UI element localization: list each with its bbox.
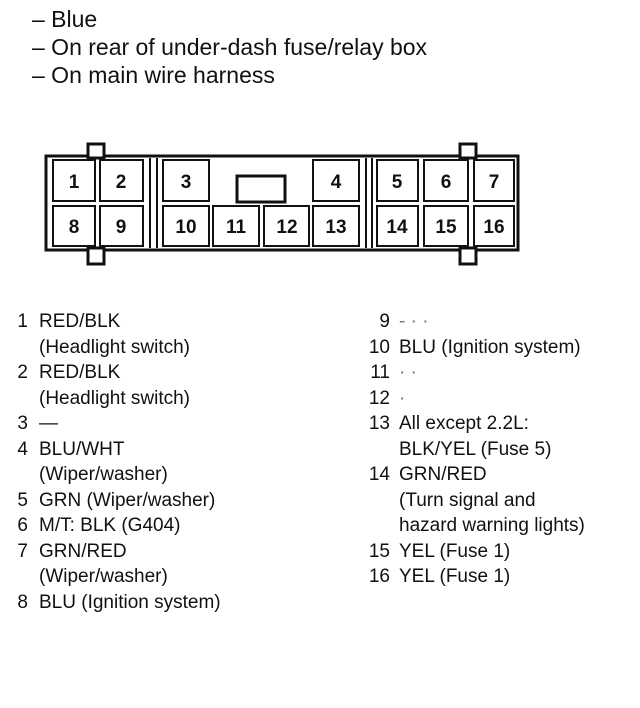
pin-label: 6 (17, 515, 28, 536)
pin-number-6: 6 (440, 172, 452, 193)
pin-label: 1 (17, 311, 28, 332)
pin-label: 8 (17, 591, 28, 613)
cavity-15 (424, 206, 468, 246)
pin-label: 11 (370, 362, 390, 383)
cavity-6 (424, 160, 468, 201)
pin-description: BLU (Ignition system) (39, 591, 221, 613)
cavity-4 (313, 160, 359, 201)
pin-entry-5 (14, 488, 344, 514)
pin-description: BLU/WHT (Wiper/washer) (39, 438, 168, 485)
note-location: – On rear of under-dash fuse/relay box (32, 34, 428, 60)
pin-label: 12 (368, 387, 390, 409)
cavity-10 (163, 206, 209, 246)
pin-number-16: 16 (483, 217, 505, 238)
pin-description: GRN (Wiper/washer) (39, 489, 216, 511)
pin-number-15: 15 (435, 217, 457, 238)
pin-list-left (14, 309, 344, 615)
cavity-8 (53, 206, 95, 246)
note-harness: – On main wire harness (32, 62, 275, 88)
pin-description: YEL (Fuse 1) (399, 540, 511, 562)
pin-description: RED/BLK (Headlight switch) (39, 362, 190, 409)
pin-label: 9 (379, 311, 390, 332)
pin-description: GRN/RED (Wiper/washer) (39, 540, 168, 587)
pin-description: YEL (Fuse 1) (399, 566, 511, 587)
pin-entry-1 (14, 309, 344, 360)
bottom-tab-right (460, 248, 476, 264)
pin-list-right (366, 309, 636, 590)
cavity-13 (313, 206, 359, 246)
pin-entry-11 (366, 360, 636, 386)
pin-label: 2 (17, 362, 28, 383)
pin-entry-10 (366, 335, 636, 361)
pin-label: 10 (368, 336, 390, 358)
pin-description: - · · (399, 311, 429, 332)
pin-entry-8 (14, 590, 344, 616)
cavity-11 (213, 206, 259, 246)
pin-description: RED/BLK (Headlight switch) (39, 311, 190, 358)
cavity-9 (100, 206, 143, 246)
pin-description: · · (399, 362, 417, 383)
pin-entry-3 (14, 411, 344, 437)
pin-label: 5 (17, 489, 28, 511)
pin-number-11: 11 (225, 217, 247, 238)
pin-number-3: 3 (180, 172, 192, 193)
pin-description: BLU (Ignition system) (399, 336, 581, 358)
pin-label: 13 (368, 413, 390, 434)
pin-description: · (399, 387, 406, 409)
pin-number-9: 9 (115, 217, 127, 238)
cavity-2 (100, 160, 143, 201)
pin-description: GRN/RED (Turn signal and hazard warning lights) (399, 464, 585, 536)
pin-number-5: 5 (391, 172, 403, 193)
pin-label: 7 (17, 540, 28, 562)
pin-entry-15 (366, 539, 636, 565)
pin-number-8: 8 (68, 217, 80, 238)
pin-number-4: 4 (330, 172, 342, 193)
pin-number-10: 10 (175, 217, 197, 238)
pin-entry-7 (14, 539, 344, 590)
pin-entry-2 (14, 360, 344, 411)
top-tab-left (88, 144, 104, 158)
pin-number-7: 7 (488, 172, 500, 193)
center-key (237, 176, 285, 202)
pin-label: 16 (368, 566, 390, 587)
pin-number-1: 1 (68, 172, 80, 193)
cavity-12 (264, 206, 309, 246)
top-tab-right (460, 144, 476, 158)
pin-description: M/T: BLK (G404) (39, 515, 181, 536)
pin-entry-6 (14, 513, 344, 539)
cavity-16 (474, 206, 514, 246)
pin-description: All except 2.2L: BLK/YEL (Fuse 5) (399, 413, 552, 460)
pin-entry-14 (366, 462, 636, 539)
pin-label: 15 (368, 540, 390, 562)
cavity-3 (163, 160, 209, 201)
pin-entry-4 (14, 437, 344, 488)
pin-description: — (39, 413, 58, 434)
pin-label: 4 (17, 438, 28, 460)
cavity-7 (474, 160, 514, 201)
pin-number-14: 14 (386, 217, 408, 238)
pin-label: 14 (368, 464, 390, 485)
pin-number-13: 13 (325, 217, 347, 238)
pin-entry-13 (366, 411, 636, 462)
cavity-14 (377, 206, 418, 246)
bottom-tab-left (88, 248, 104, 264)
cavity-1 (53, 160, 95, 201)
connector-face-diagram (0, 0, 640, 300)
pin-label: 3 (17, 413, 28, 434)
cavity-5 (377, 160, 418, 201)
note-color: – Blue (32, 6, 98, 32)
pin-entry-12 (366, 386, 636, 412)
pin-number-12: 12 (276, 217, 298, 238)
pin-entry-16 (366, 564, 636, 590)
pin-number-2: 2 (115, 172, 127, 193)
pin-entry-9 (366, 309, 636, 335)
